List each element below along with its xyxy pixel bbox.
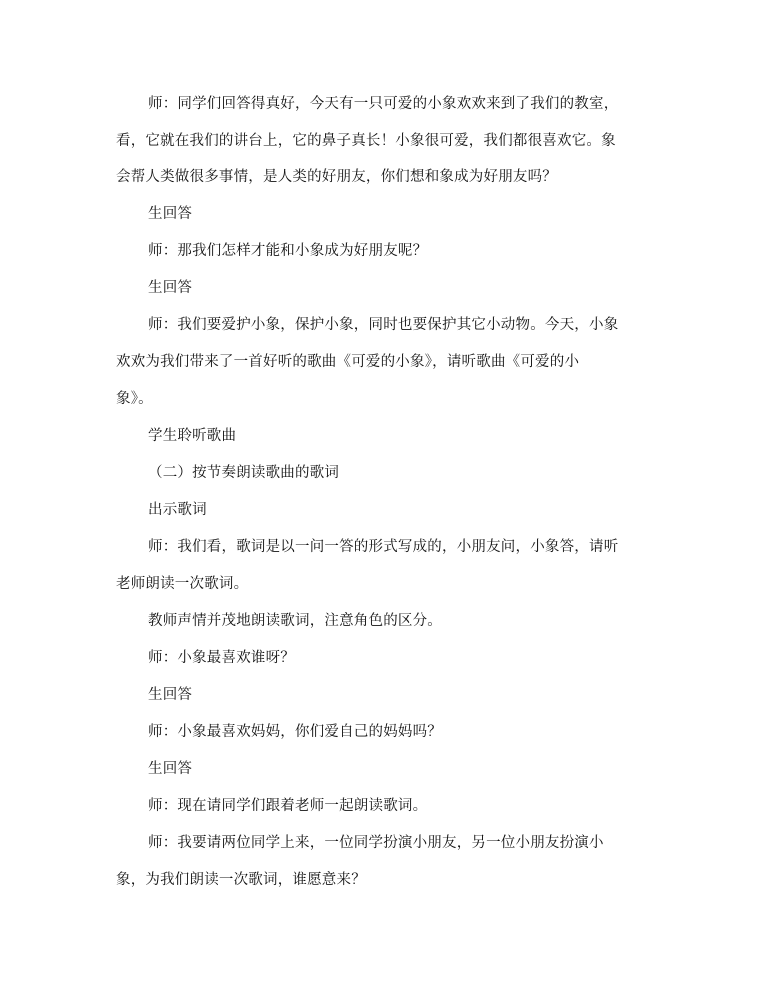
paragraph-line-8: 欢欢为我们带来了一首好听的歌曲《可爱的小象》，请听歌曲《可爱的小 bbox=[116, 354, 580, 370]
paragraph-line-9: 象》。 bbox=[116, 391, 153, 407]
section-heading: （二）按节奏朗读歌曲的歌词 bbox=[148, 465, 340, 481]
paragraph-line-19: 生回答 bbox=[148, 761, 193, 777]
paragraph-line-12: 出示歌词 bbox=[148, 502, 207, 518]
paragraph-line-20: 师：现在请同学们跟着老师一起朗读歌词。 bbox=[148, 798, 428, 814]
paragraph-line-2: 看，它就在我们的讲台上，它的鼻子真长！小象很可爱，我们都很喜欢它。象 bbox=[116, 133, 616, 149]
paragraph-line-13: 师：我们看，歌词是以一问一答的形式写成的，小朋友问，小象答，请听 bbox=[148, 539, 619, 555]
paragraph-line-10: 学生聆听歌曲 bbox=[148, 428, 237, 444]
paragraph-line-16: 师：小象最喜欢谁呀？ bbox=[148, 650, 295, 666]
paragraph-line-7: 师：我们要爱护小象，保护小象，同时也要保护其它小动物。今天，小象 bbox=[148, 317, 619, 333]
paragraph-line-22: 象，为我们朗读一次歌词，谁愿意来？ bbox=[116, 872, 366, 888]
paragraph-line-4: 生回答 bbox=[148, 206, 193, 222]
paragraph-line-5: 师：那我们怎样才能和小象成为好朋友呢？ bbox=[148, 243, 428, 259]
paragraph-line-21: 师：我要请两位同学上来，一位同学扮演小朋友，另一位小朋友扮演小 bbox=[148, 835, 604, 851]
paragraph-line-18: 师：小象最喜欢妈妈，你们爱自己的妈妈吗？ bbox=[148, 724, 442, 740]
paragraph-line-15: 教师声情并茂地朗读歌词，注意角色的区分。 bbox=[148, 613, 442, 629]
paragraph-line-1: 师：同学们回答得真好，今天有一只可爱的小象欢欢来到了我们的教室， bbox=[148, 96, 619, 112]
paragraph-line-17: 生回答 bbox=[148, 687, 193, 703]
paragraph-line-6: 生回答 bbox=[148, 280, 193, 296]
paragraph-line-3: 会帮人类做很多事情，是人类的好朋友，你们想和象成为好朋友吗？ bbox=[116, 169, 557, 185]
paragraph-line-14: 老师朗读一次歌词。 bbox=[116, 576, 249, 592]
